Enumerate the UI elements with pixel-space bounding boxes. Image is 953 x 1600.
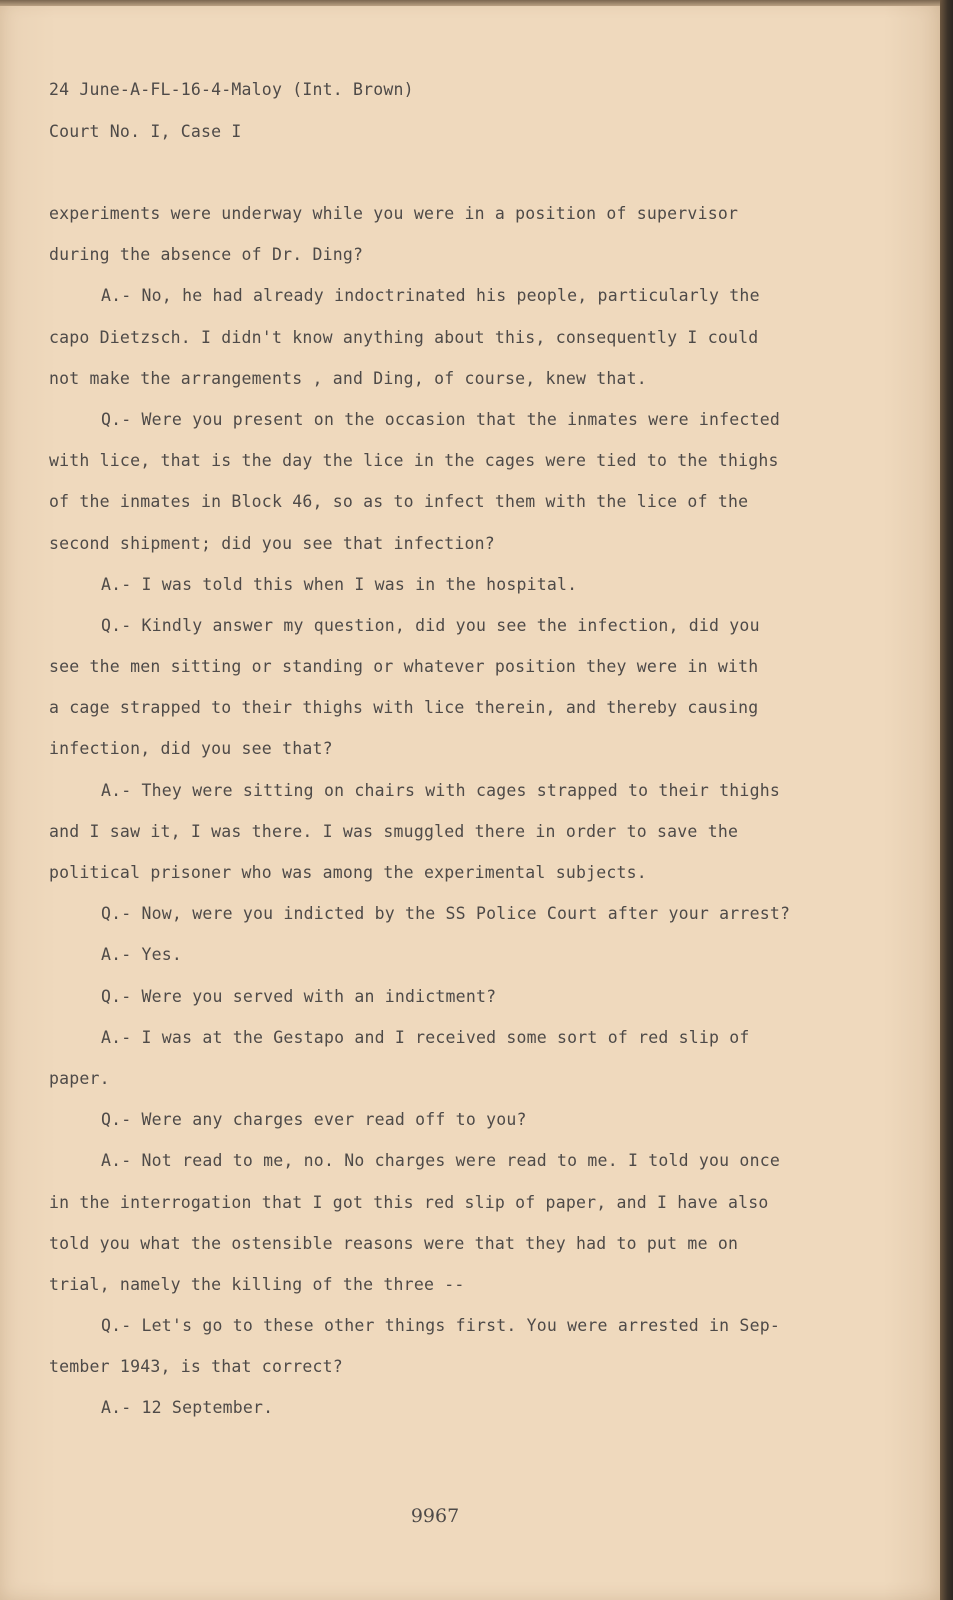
transcript-line: Q.- Were you served with an indictment? — [101, 986, 497, 1006]
page-top-edge — [0, 0, 940, 6]
transcript-line: see the men sitting or standing or whatever position they were in with — [49, 657, 759, 677]
transcript-line: A.- I was at the Gestapo and I received some sort of red slip of — [101, 1027, 750, 1047]
transcript-line: political prisoner who was among the experimental subjects. — [49, 863, 647, 882]
header-reference-line: 24 June-A-FL-16-4-Maloy (Int. Brown) — [49, 80, 414, 99]
transcript-line: Q.- Kindly answer my question, did you see the infection, did you — [101, 615, 760, 635]
transcript-line: in the interrogation that I got this red slip of paper, and I have also — [49, 1192, 769, 1212]
page-number: 9967 — [410, 1505, 460, 1527]
transcript-line: tember 1943, is that correct? — [49, 1357, 343, 1377]
transcript-line: Q.- Were you present on the occasion that the inmates were infected — [101, 409, 780, 429]
transcript-line: A.- Yes. — [101, 945, 183, 965]
transcript-line: A.- I was told this when I was in the hospital. — [101, 574, 578, 594]
transcript-line: and I saw it, I was there. I was smuggled there in order to save the — [49, 821, 739, 841]
transcript-line: paper. — [49, 1068, 110, 1088]
transcript-line: during the absence of Dr. Ding? — [49, 245, 364, 265]
header-court-line: Court No. I, Case I — [49, 122, 242, 141]
transcript-line: with lice, that is the day the lice in the cages were tied to the thighs — [49, 451, 779, 471]
transcript-line: A.- No, he had already indoctrinated his people, particularly the — [101, 286, 760, 306]
transcript-line: Q.- Were any charges ever read off to you? — [101, 1110, 527, 1130]
transcript-line: a cage strapped to their thighs with lice therein, and thereby causing — [49, 698, 759, 718]
page-right-edge-shadow — [940, 0, 953, 1600]
transcript-line: infection, did you see that? — [49, 739, 333, 759]
transcript-line: A.- Not read to me, no. No charges were read to me. I told you once — [101, 1151, 780, 1171]
transcript-line: told you what the ostensible reasons were that they had to put me on — [49, 1233, 739, 1253]
transcript-line: trial, namely the killing of the three -- — [49, 1274, 465, 1294]
transcript-line: second shipment; did you see that infection? — [49, 533, 495, 553]
transcript-line: not make the arrangements , and Ding, of course, knew that. — [49, 368, 647, 388]
transcript-line: A.- They were sitting on chairs with cages strapped to their thighs — [101, 780, 780, 800]
transcript-line: capo Dietzsch. I didn't know anything about this, consequently I could — [49, 327, 759, 347]
transcript-body — [49, 203, 889, 1439]
transcript-line: A.- 12 September. — [101, 1398, 274, 1418]
transcript-line: experiments were underway while you were in a position of supervisor — [49, 204, 739, 223]
transcript-line: of the inmates in Block 46, so as to infect them with the lice of the — [49, 492, 749, 512]
transcript-line: Q.- Now, were you indicted by the SS Police Court after your arrest? — [101, 904, 791, 924]
transcript-line: Q.- Let's go to these other things first. You were arrested in Sep- — [101, 1316, 780, 1336]
